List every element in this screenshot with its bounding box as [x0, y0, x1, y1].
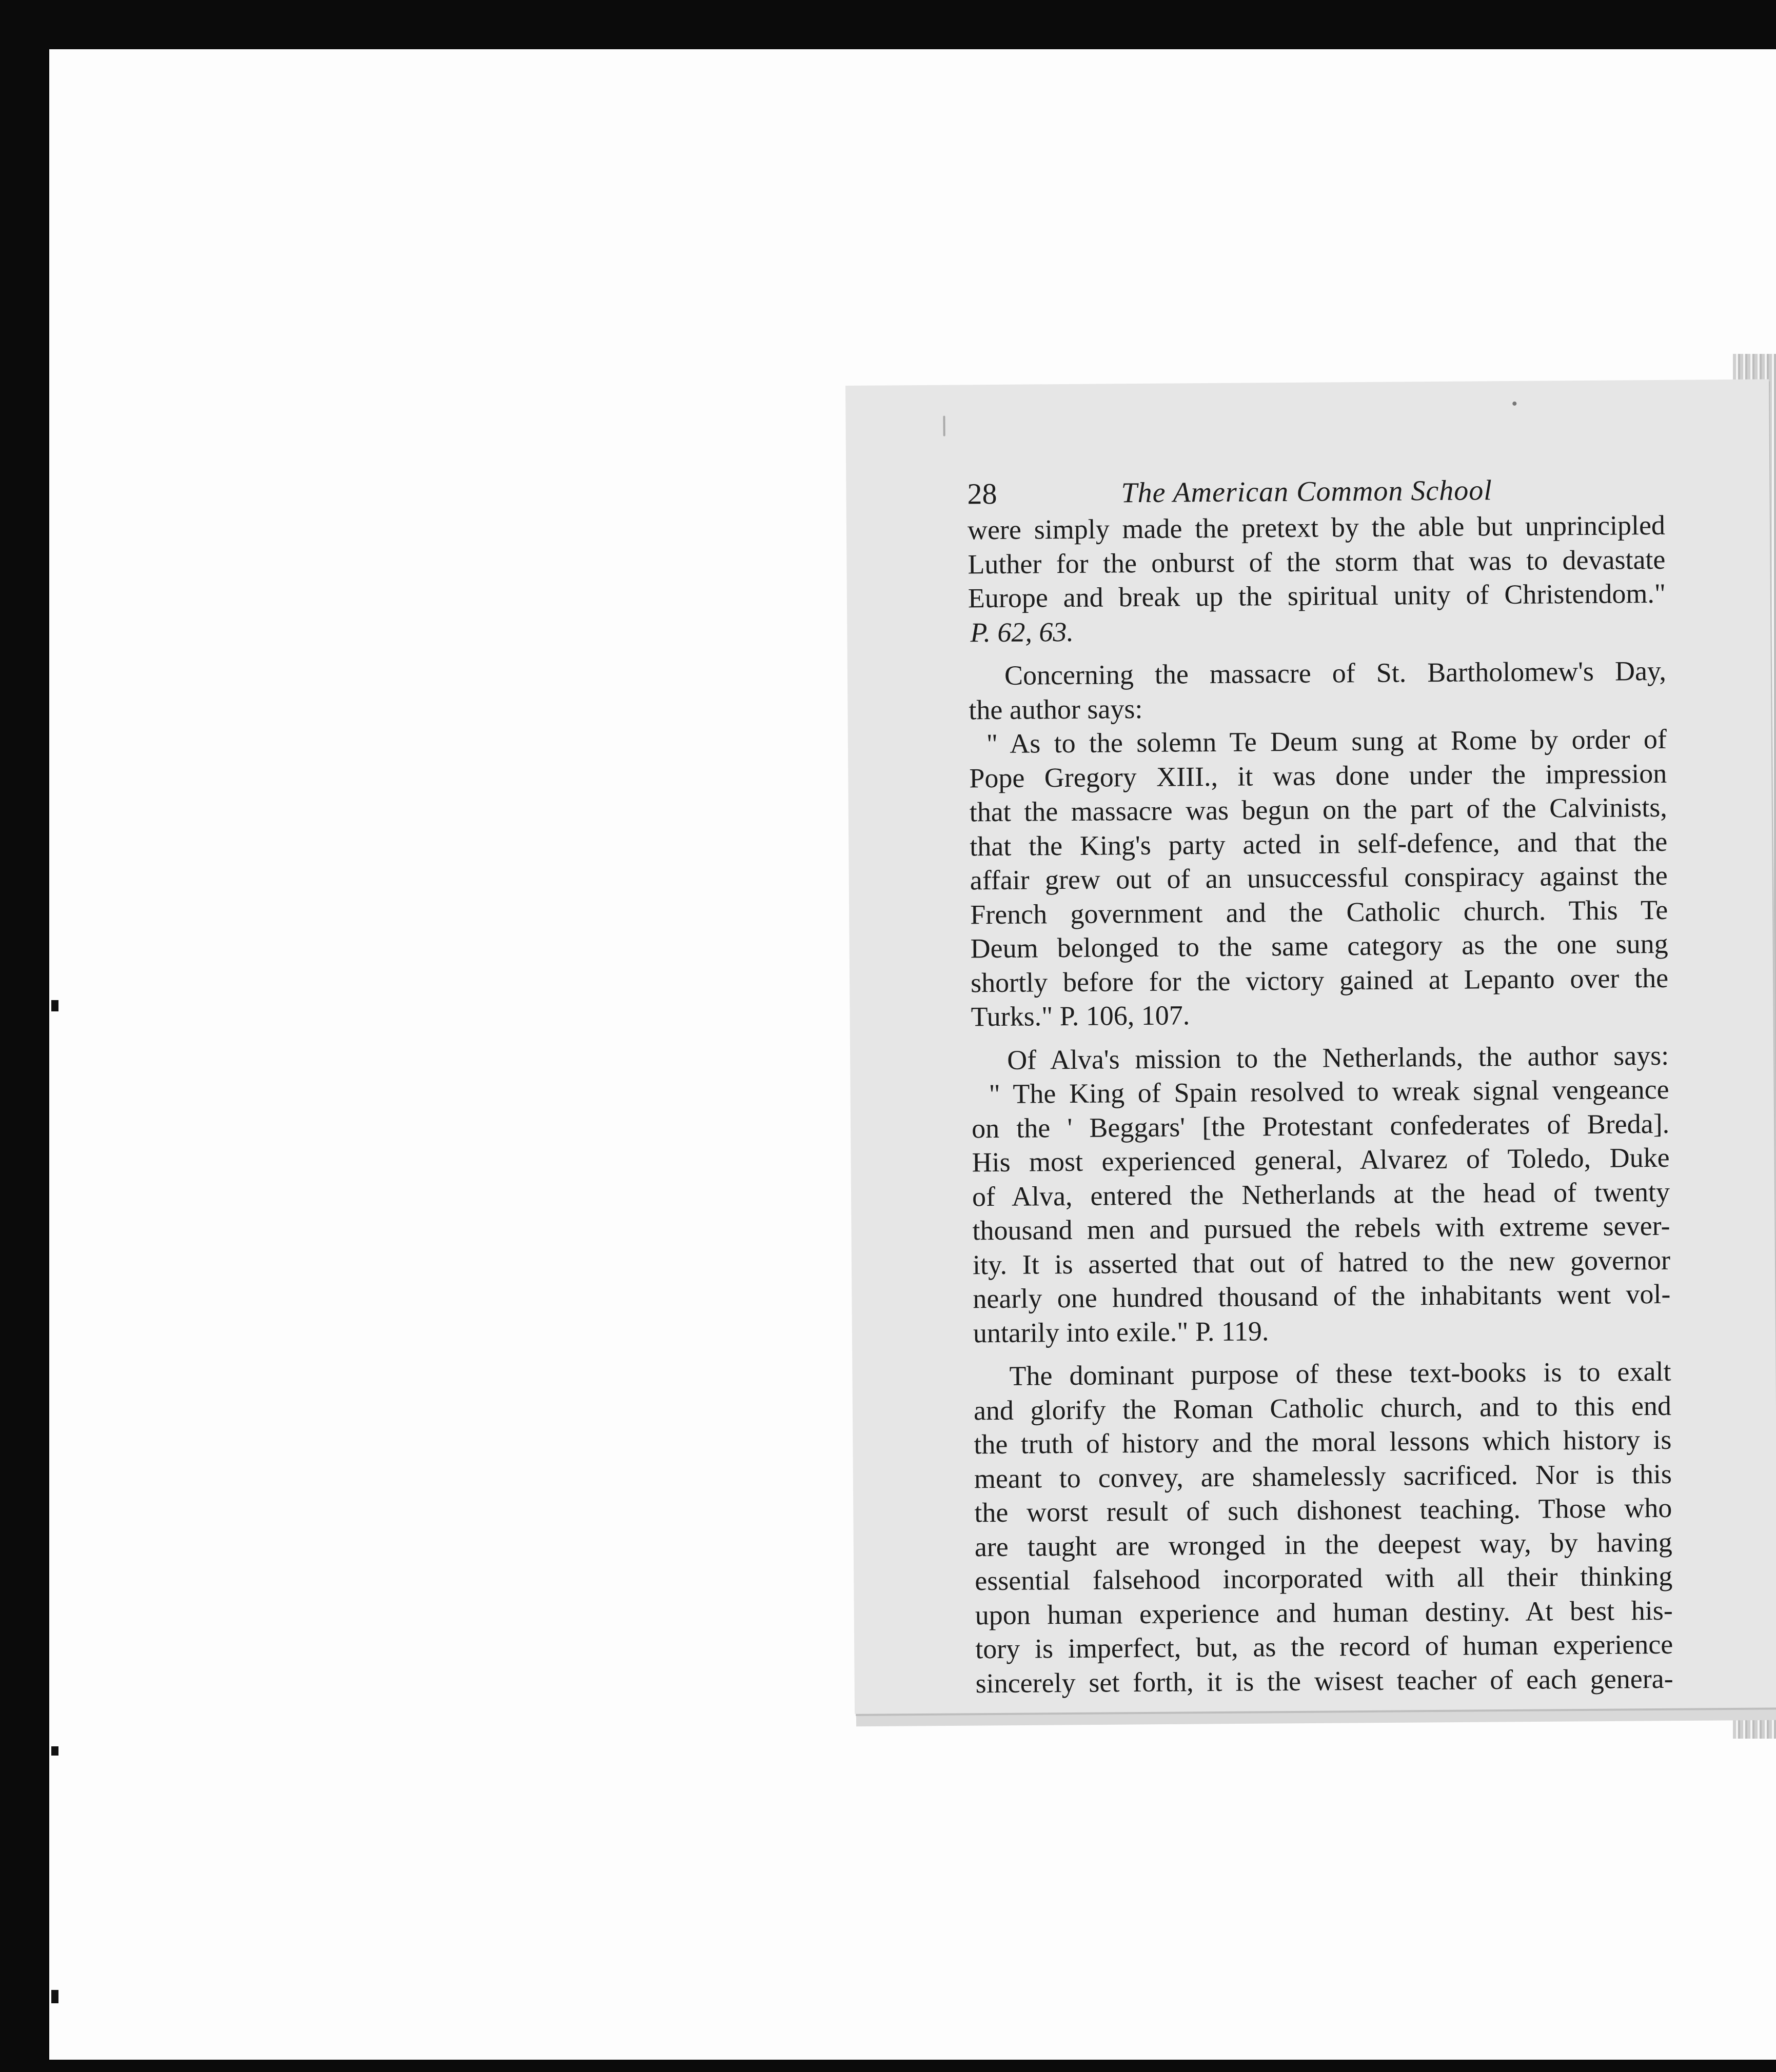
text-line: on the ' Beggars' [the Protestant confederates of Breda]. [971, 1108, 1670, 1144]
text-line: nearly one hundred thousand of the inhabitants went vol- [973, 1278, 1671, 1314]
paper-mark [943, 416, 945, 436]
text-line: French government and the Catholic church. This Te [970, 894, 1668, 930]
paper-speck [1512, 402, 1516, 406]
text-line: thousand men and pursued the rebels with extreme sever- [972, 1210, 1670, 1246]
scan-edge-mark [51, 1746, 58, 1756]
text-line: untarily into exile." P. 119. [973, 1315, 1269, 1348]
running-title: The American Common School [1121, 474, 1493, 509]
text-line: the truth of history and the moral lessons which history is [974, 1424, 1672, 1460]
text-line: meant to convey, are shamelessly sacrificed. Nor is this [974, 1458, 1672, 1494]
text-line: His most experienced general, Alvarez of Toledo, Duke [972, 1142, 1670, 1178]
text-line: tory is imperfect, but, as the record of human experience [975, 1628, 1673, 1665]
text-line: affair grew out of an unsuccessful conspiracy against the [970, 860, 1668, 896]
scan-border-bottom [0, 2060, 1776, 2072]
text-line: the author says: [969, 693, 1143, 725]
book-page [845, 379, 1776, 1714]
scan-border-top [0, 0, 1776, 49]
text-line: The dominant purpose of these text-books is to exalt [1009, 1356, 1671, 1391]
text-line: Luther for the onburst of the storm that was to devastate [968, 544, 1666, 580]
text-line: the worst result of such dishonest teaching. Those who [974, 1492, 1672, 1528]
text-line: and glorify the Roman Catholic church, and to this end [973, 1390, 1672, 1426]
text-line: are taught are wronged in the deepest way, by having [974, 1526, 1672, 1562]
body-text [968, 508, 1673, 1700]
text-line: " As to the solemn Te Deum sung at Rome by order of [986, 723, 1667, 760]
text-line: were simply made the pretext by the able but unprincipled [967, 509, 1666, 546]
text-line: shortly before for the victory gained at Lepanto over the [970, 962, 1669, 998]
text-line: sincerely set forth, it is the wisest teacher of each genera- [975, 1663, 1673, 1699]
scan-edge-mark [51, 1990, 58, 2003]
text-line: Of Alva's mission to the Netherlands, the author says: [1007, 1040, 1669, 1075]
text-line: of Alva, entered the Netherlands at the head of twenty [972, 1176, 1670, 1212]
page-text-block [967, 472, 1673, 1700]
text-line: Turks." P. 106, 107. [971, 1000, 1190, 1032]
text-line: that the King's party acted in self-defence, and that the [970, 826, 1668, 862]
running-head [967, 472, 1665, 511]
text-line: P. 62, 63. [970, 616, 1074, 648]
text-line: ity. It is asserted that out of hatred to the new governor [972, 1244, 1671, 1280]
scan-edge-mark [51, 1000, 58, 1011]
page-number: 28 [967, 476, 997, 511]
text-line: upon human experience and human destiny. At best his- [975, 1595, 1673, 1630]
text-line: that the massacre was begun on the part of the Calvinists, [969, 791, 1667, 828]
text-line: " The King of Spain resolved to wreak signal vengeance [989, 1073, 1669, 1110]
text-line: essential falsehood incorporated with all their thinking [975, 1560, 1673, 1597]
text-line: Concerning the massacre of St. Bartholomew's Day, [1004, 655, 1667, 691]
text-line: Pope Gregory XIII., it was done under the impression [969, 758, 1667, 793]
text-line: Deum belonged to the same category as the one sung [970, 928, 1668, 964]
text-line: Europe and break up the spiritual unity of Christendom." [968, 577, 1666, 614]
scan-border-left [0, 0, 49, 2072]
